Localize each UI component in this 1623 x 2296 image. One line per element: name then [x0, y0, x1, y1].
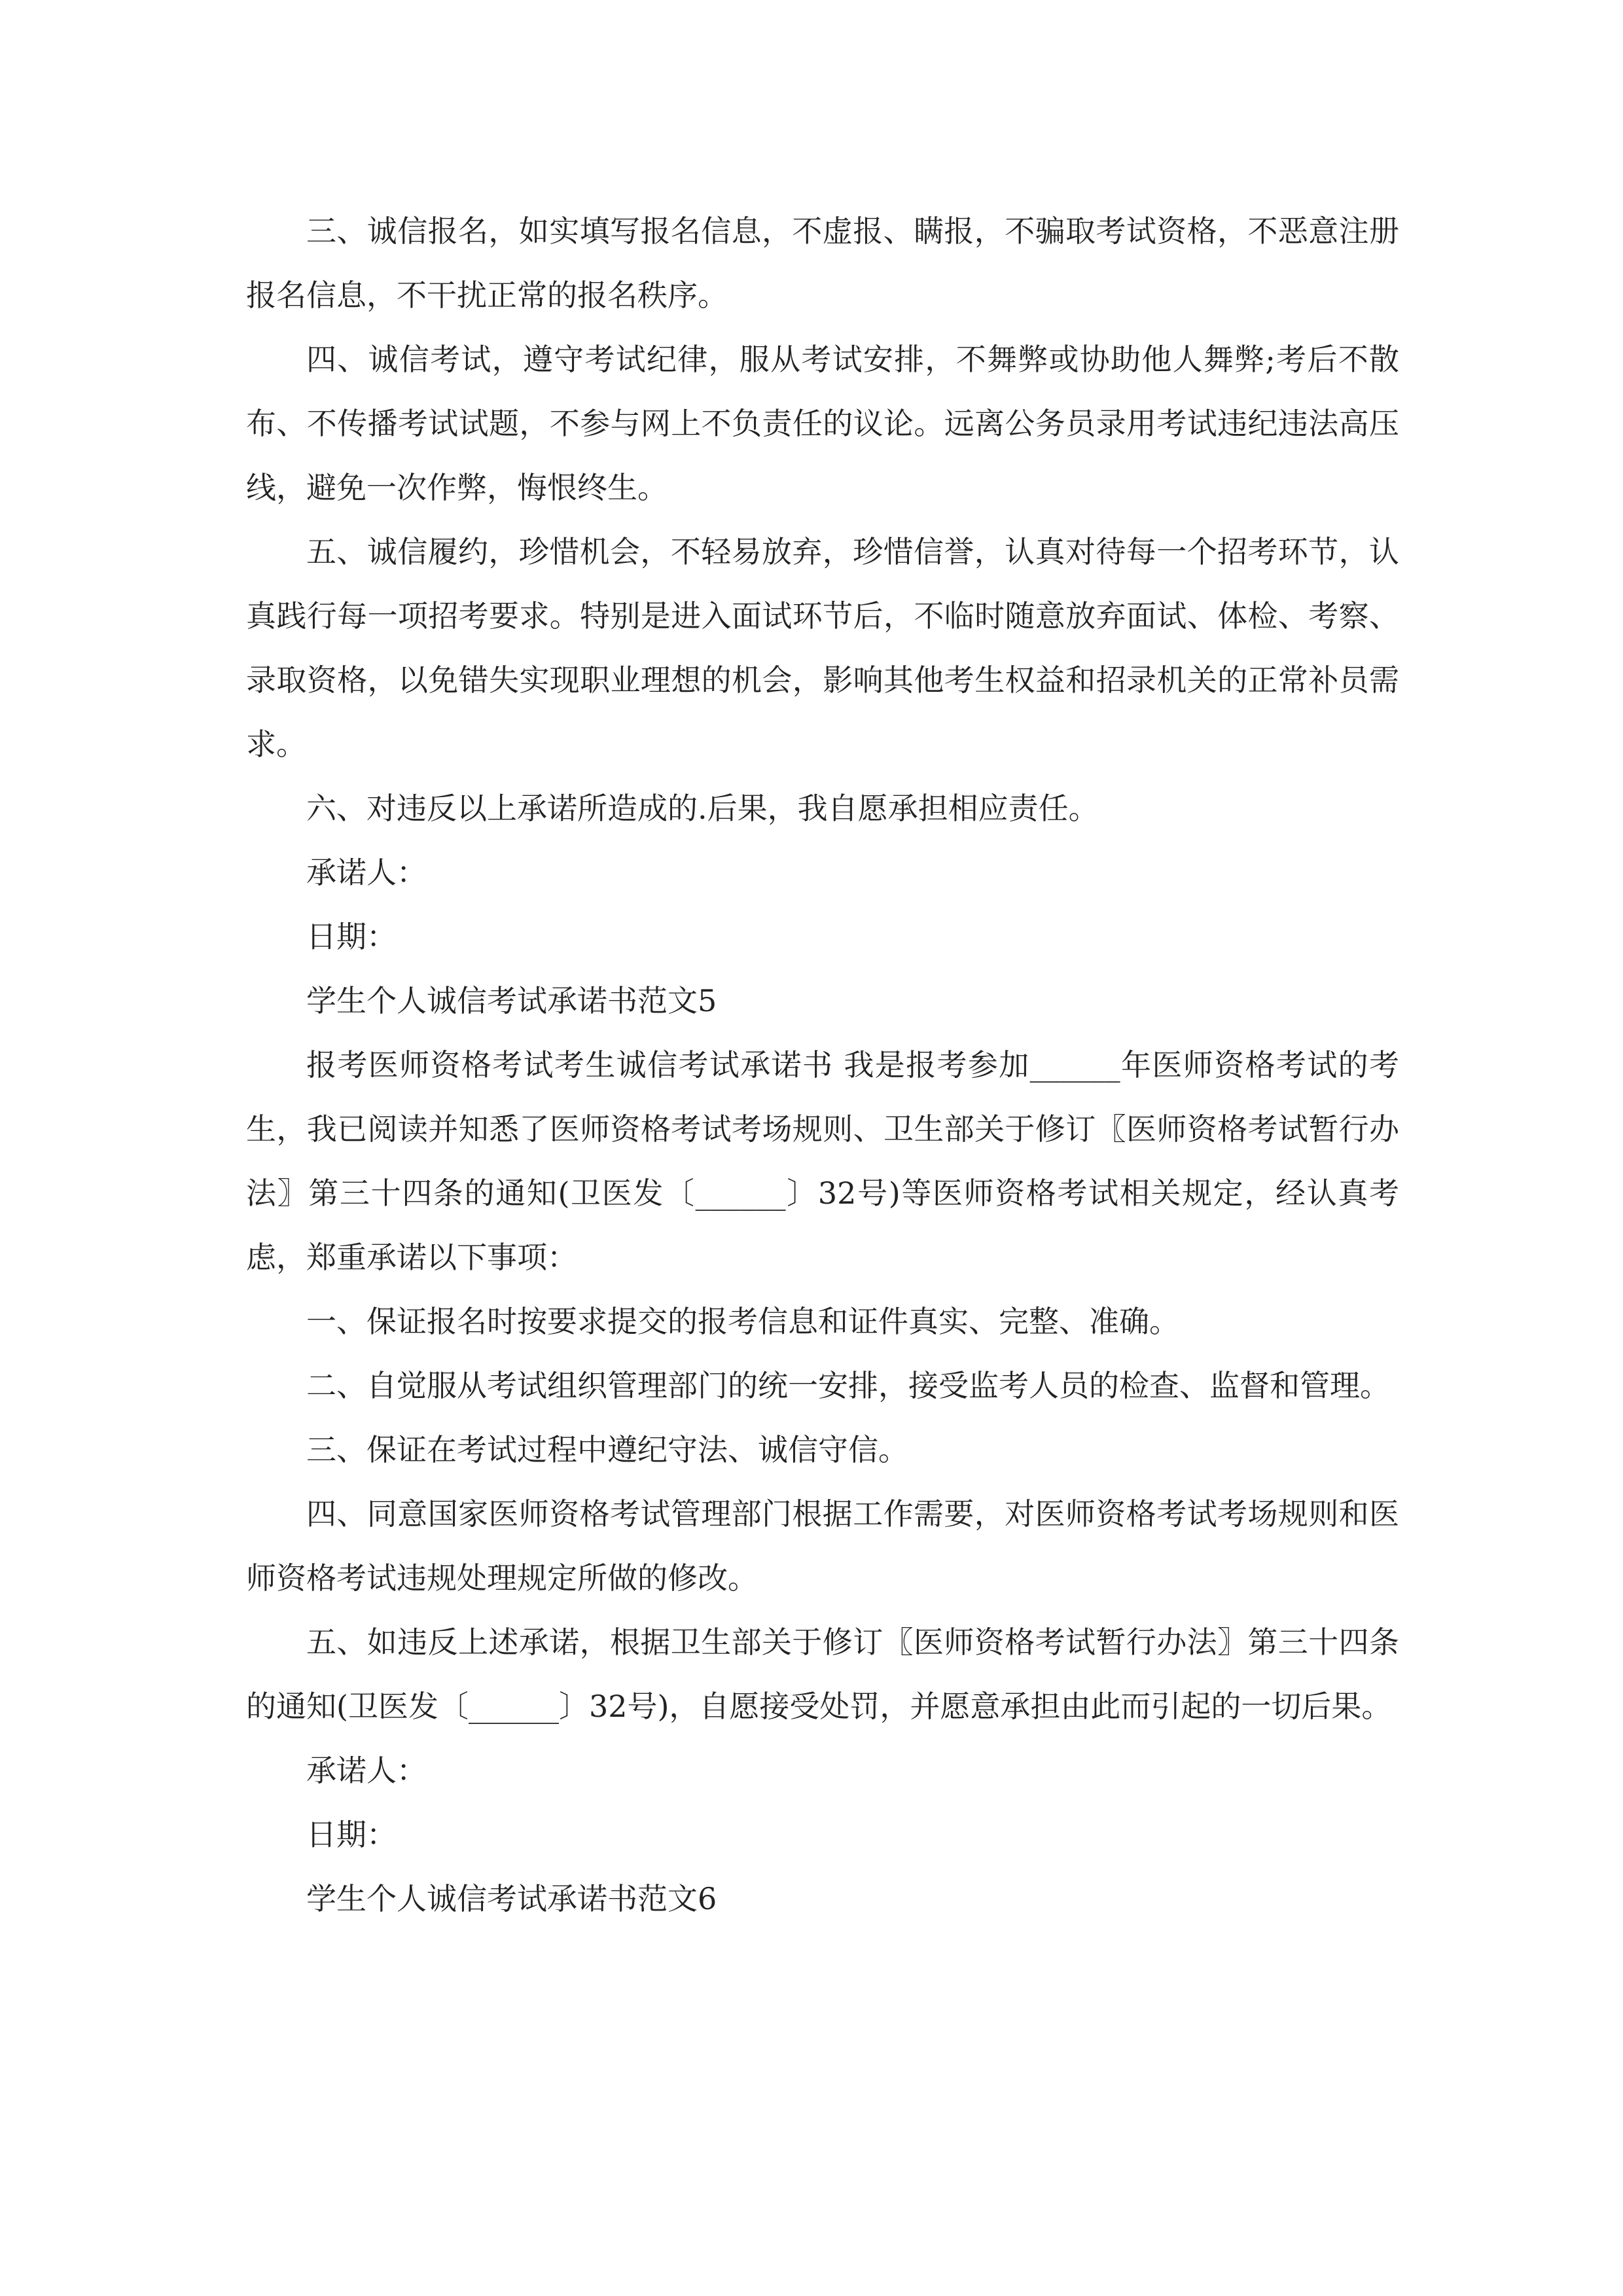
paragraph-medical-exam-intro: 报考医师资格考试考生诚信考试承诺书 我是报考参加______年医师资格考试的考生，我已阅读并知悉了医师资格考试考场规则、卫生部关于修订〖医师资格考试暂行办法〗第三十四条的通知(卫医发〔______〕32号)等医师资格考试相关规定，经认真考虑，郑重承诺以下事项：	[246, 1047, 1399, 1275]
signature-date-label: 日期：	[306, 919, 397, 954]
paragraph-responsibility: 六、对违反以上承诺所造成的.后果，我自愿承担相应责任。	[306, 791, 1099, 826]
paragraph-commitment-1: 一、保证报名时按要求提交的报考信息和证件真实、完整、准确。	[306, 1304, 1179, 1339]
paragraph-integrity-exam: 四、诚信考试，遵守考试纪律，服从考试安排，不舞弊或协助他人舞弊;考后不散布、不传播考试试题，不参与网上不负责任的议论。远离公务员录用考试违纪违法高压线，避免一次作弊，悔恨终生。	[246, 342, 1399, 505]
document-body	[246, 199, 1399, 1931]
section-title-sample-5: 学生个人诚信考试承诺书范文5	[306, 983, 717, 1018]
paragraph-commitment-5: 五、如违反上述承诺，根据卫生部关于修订〖医师资格考试暂行办法〗第三十四条的通知(卫医发〔______〕32号)，自愿接受处罚，并愿意承担由此而引起的一切后果。	[246, 1624, 1399, 1724]
signature-promisor-label-2: 承诺人：	[306, 1753, 427, 1788]
signature-promisor-label: 承诺人：	[306, 855, 427, 890]
section-title-sample-6: 学生个人诚信考试承诺书范文6	[306, 1881, 717, 1916]
paragraph-integrity-registration: 三、诚信报名，如实填写报名信息，不虚报、瞒报，不骗取考试资格，不恶意注册报名信息，不干扰正常的报名秩序。	[246, 213, 1399, 313]
paragraph-commitment-4: 四、同意国家医师资格考试管理部门根据工作需要，对医师资格考试考场规则和医师资格考试违规处理规定所做的修改。	[246, 1496, 1399, 1596]
paragraph-commitment-3: 三、保证在考试过程中遵纪守法、诚信守信。	[306, 1432, 908, 1467]
paragraph-commitment-2: 二、自觉服从考试组织管理部门的统一安排，接受监考人员的检查、监督和管理。	[306, 1368, 1390, 1403]
signature-date-label-2: 日期：	[306, 1817, 397, 1852]
paragraph-integrity-performance: 五、诚信履约，珍惜机会，不轻易放弃，珍惜信誉，认真对待每一个招考环节，认真践行每一项招考要求。特别是进入面试环节后，不临时随意放弃面试、体检、考察、录取资格，以免错失实现职业理想的机会，影响其他考生权益和招录机关的正常补员需求。	[246, 534, 1399, 762]
